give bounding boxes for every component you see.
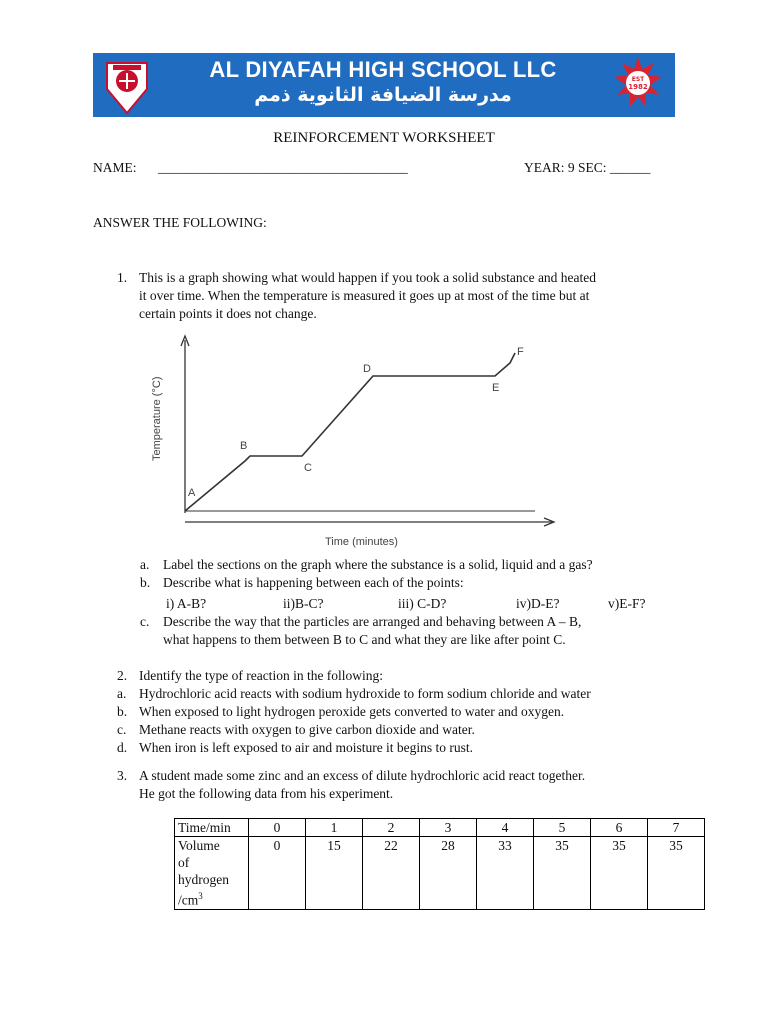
table-row-volume: [175, 837, 705, 910]
table-header-time: Time/min: [175, 819, 249, 837]
q1b-part-4: iv)D-E?: [516, 596, 560, 611]
q1b-part-2: ii)B-C?: [283, 596, 324, 611]
point-b: B: [240, 440, 248, 452]
point-c: C: [304, 462, 312, 474]
q1c-line-1: Describe the way that the particles are arranged and behaving between A – B,: [163, 614, 582, 629]
volume-cell: 35: [534, 837, 591, 910]
q1b-part-1: i) A-B?: [166, 596, 207, 611]
q2a-label: a.: [117, 686, 127, 701]
q1a-label: a.: [140, 557, 150, 572]
time-cell: 3: [420, 819, 477, 837]
school-banner: [93, 53, 675, 117]
name-label: NAME:: [93, 160, 137, 175]
point-f: F: [517, 346, 524, 358]
q3-number: 3.: [117, 768, 128, 783]
q1c-label: c.: [140, 614, 150, 629]
time-cell: 5: [534, 819, 591, 837]
time-cell: 7: [648, 819, 705, 837]
table-header-volume: [175, 837, 249, 910]
volume-label-1: Volume: [178, 838, 220, 853]
instruction: ANSWER THE FOLLOWING:: [93, 215, 267, 230]
name-field[interactable]: _____________________________________: [158, 160, 408, 175]
school-name-ar: مدرسة الضيافة الثانوية ذمم: [254, 84, 512, 106]
heating-curve-line: [185, 353, 515, 511]
time-cell: 6: [591, 819, 648, 837]
anniversary-badge-icon: [607, 55, 669, 115]
q1b-text: Describe what is happening between each of the points:: [163, 575, 464, 590]
hydrogen-volume-table: [174, 818, 705, 910]
q1b-part-5: v)E-F?: [608, 596, 646, 611]
volume-label-3: hydrogen: [178, 872, 229, 887]
q2-number: 2.: [117, 668, 128, 683]
q2c-text: Methane reacts with oxygen to give carbon dioxide and water.: [139, 722, 475, 737]
volume-cell: 35: [648, 837, 705, 910]
q1-line-1: This is a graph showing what would happen if you took a solid substance and heated: [139, 270, 597, 285]
y-axis-label: Temperature (°C): [151, 376, 163, 461]
volume-cell: 0: [249, 837, 306, 910]
q3-line-2: He got the following data from his experiment.: [139, 786, 394, 801]
school-name-en: AL DIYAFAH HIGH SCHOOL LLC: [209, 57, 557, 82]
q1a-text: Label the sections on the graph where the substance is a solid, liquid and a gas?: [163, 557, 593, 572]
heating-curve-graph: [140, 328, 570, 553]
badge-est: EST: [631, 76, 645, 83]
point-e: E: [492, 382, 500, 394]
q1-line-2: it over time. When the temperature is measured it goes up at most of the time but at: [139, 288, 590, 303]
q2a-text: Hydrochloric acid reacts with sodium hydroxide to form sodium chloride and water: [139, 686, 591, 701]
volume-unit-sup: 3: [198, 891, 203, 901]
table-row-time: [175, 819, 705, 837]
volume-cell: 35: [591, 837, 648, 910]
badge-year: 1982: [628, 83, 648, 91]
school-crest-icon: [99, 55, 155, 115]
volume-cell: 33: [477, 837, 534, 910]
q2b-text: When exposed to light hydrogen peroxide gets converted to water and oxygen.: [139, 704, 565, 719]
year-section-field[interactable]: YEAR: 9 SEC: ______: [524, 160, 651, 175]
time-cell: 1: [306, 819, 363, 837]
volume-label-2: of: [178, 855, 190, 870]
q1b-label: b.: [140, 575, 151, 590]
volume-label-4: /cm: [178, 892, 199, 908]
point-a: A: [188, 487, 196, 499]
q1-line-3: certain points it does not change.: [139, 306, 317, 321]
q1-number: 1.: [117, 270, 128, 285]
q2d-label: d.: [117, 740, 128, 755]
q2d-text: When iron is left exposed to air and moisture it begins to rust.: [139, 740, 474, 755]
point-d: D: [363, 363, 371, 375]
q3-line-1: A student made some zinc and an excess of dilute hydrochloric acid react together.: [139, 768, 586, 783]
q1c-line-2: what happens to them between B to C and what they are like after point C.: [163, 632, 566, 647]
q2-text: Identify the type of reaction in the following:: [139, 668, 384, 683]
time-cell: 2: [363, 819, 420, 837]
x-axis-label: Time (minutes): [325, 536, 398, 548]
time-cell: 0: [249, 819, 306, 837]
time-cell: 4: [477, 819, 534, 837]
volume-cell: 15: [306, 837, 363, 910]
page-title: REINFORCEMENT WORKSHEET: [273, 130, 495, 146]
q2b-label: b.: [117, 704, 128, 719]
q1b-part-3: iii) C-D?: [398, 596, 447, 611]
volume-cell: 28: [420, 837, 477, 910]
q2c-label: c.: [117, 722, 127, 737]
volume-cell: 22: [363, 837, 420, 910]
